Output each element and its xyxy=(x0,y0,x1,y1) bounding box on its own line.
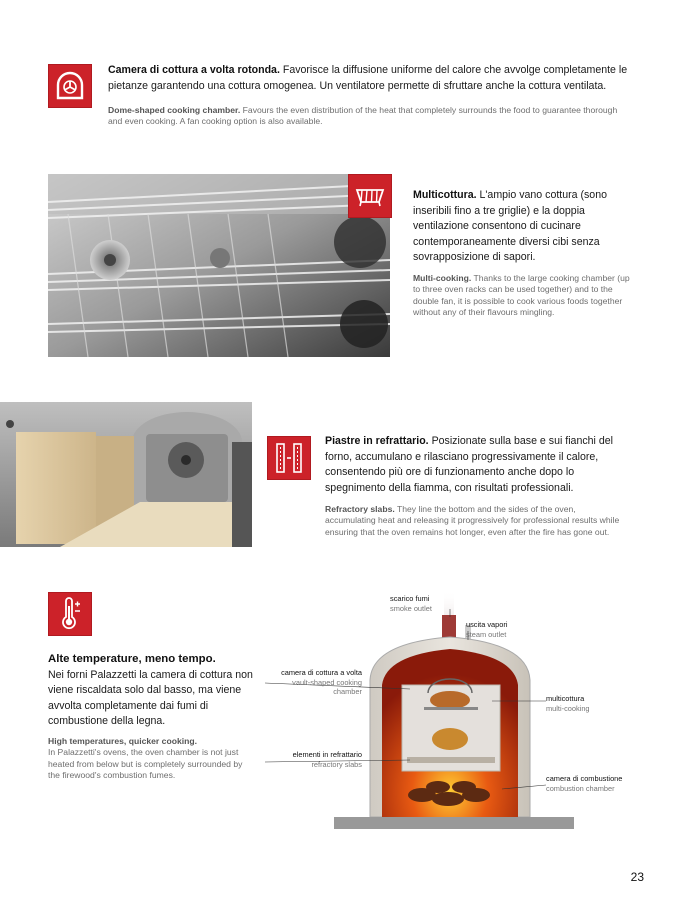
label-multi-cooking xyxy=(546,694,590,713)
section-2-it-title: Multicottura. xyxy=(413,189,477,201)
label-vault-chamber xyxy=(266,668,362,697)
section-2-it-text: L'ampio vano cottura (sono inseribili fino a tre griglie) e la doppia ventilazione consentono di cucinare contemporaneamente diversi cibi senza sovrapposizione di sapori. xyxy=(413,189,607,263)
label-smoke-en: smoke outlet xyxy=(390,603,432,613)
oven-rack-icon xyxy=(348,174,392,218)
label-multi-it: multicottura xyxy=(546,694,585,703)
section-2-en-text: Thanks to the large cooking chamber (up to three oven racks can be used together) and to the double fan, it is possible to cook various foods together without any of their flavours mingling. xyxy=(413,273,630,318)
label-vault-en: vault-shaped cooking chamber xyxy=(292,677,362,697)
section-4-english xyxy=(48,736,243,782)
section-3-it-text: Posizionate sulla base e sui fianchi del forno, accumulano e rilasciano progressivamente il calore, consentendo più ore di funzionamento anche dopo lo spegnimento della fiamma, con risultati professionali. xyxy=(325,435,613,494)
label-comb-it: camera di combustione xyxy=(546,774,623,783)
label-steam-it: uscita vapori xyxy=(466,620,508,629)
section-2-english xyxy=(413,273,635,319)
label-slabs-it: elementi in refrattario xyxy=(292,750,362,759)
section-2-en-title: Multi-cooking. xyxy=(413,273,472,283)
section-3-english xyxy=(325,504,625,538)
section-1-english xyxy=(108,105,628,128)
label-slabs-en: refractory slabs xyxy=(311,759,362,769)
oven-rack xyxy=(424,707,478,710)
section-3-italian xyxy=(325,434,635,496)
label-refractory-slabs xyxy=(266,750,362,769)
section-3-en-title: Refractory slabs. xyxy=(325,504,395,514)
vaulted-oven-fan-icon xyxy=(48,64,92,108)
section-4-en-title: High temperatures, quicker cooking. xyxy=(48,736,197,746)
section-4-it-title: Alte temperature, meno tempo. xyxy=(48,653,216,665)
section-1-en-text: Favours the even distribution of the heat that completely surrounds the food to guarantee thorough and even cooking. A fan cooking option is also available. xyxy=(108,105,618,127)
thermometer-icon xyxy=(48,592,92,636)
label-combustion-chamber xyxy=(546,774,622,793)
section-4-it-text: Nei forni Palazzetti la camera di cottura non viene riscaldata solo dal basso, ma viene avvolta completamente dai fumi di combustione della legna. xyxy=(48,668,253,727)
section-3-en-text: They line the bottom and the sides of the oven, accumulating heat and releasing it progressively for professional results while ensuring that the oven remains hot longer, even after the fire has gone out. xyxy=(325,504,620,537)
refractory-slabs-icon xyxy=(267,436,311,480)
oven-cross-section-diagram xyxy=(262,585,642,845)
section-2-italian xyxy=(413,188,633,266)
label-comb-en: combustion chamber xyxy=(546,783,615,793)
multi-cooking-oven-photo xyxy=(48,174,390,357)
label-steam-outlet xyxy=(466,620,508,639)
label-smoke-it: scarico fumi xyxy=(390,594,430,603)
label-vault-it: camera di cottura a volta xyxy=(281,668,362,677)
label-smoke-outlet xyxy=(390,594,432,613)
section-1-italian xyxy=(108,63,633,94)
refractory-base xyxy=(407,757,495,763)
section-1-en-title: Dome-shaped cooking chamber. xyxy=(108,105,241,115)
section-4-italian xyxy=(48,652,263,730)
section-3-it-title: Piastre in refrattario. xyxy=(325,435,429,447)
section-1-it-title: Camera di cottura a volta rotonda. xyxy=(108,64,280,76)
roast-chicken xyxy=(430,691,470,709)
label-multi-en: multi-cooking xyxy=(546,703,590,713)
oven-base xyxy=(334,817,574,829)
label-steam-en: steam outlet xyxy=(466,629,507,639)
page-number: 23 xyxy=(630,870,644,884)
section-1-it-text: Favorisce la diffusione uniforme del calore che avvolge completamente le pietanze garantendo una cottura omogenea. Un ventilatore permette di sfruttare anche la cottura ventilata. xyxy=(108,64,628,92)
refractory-slabs-oven-photo xyxy=(0,402,252,547)
bread-loaf xyxy=(432,728,468,750)
section-4-en-text: In Palazzetti's ovens, the oven chamber is not just heated from below but is completely surrounded by the firewood's combustion fumes. xyxy=(48,747,243,781)
